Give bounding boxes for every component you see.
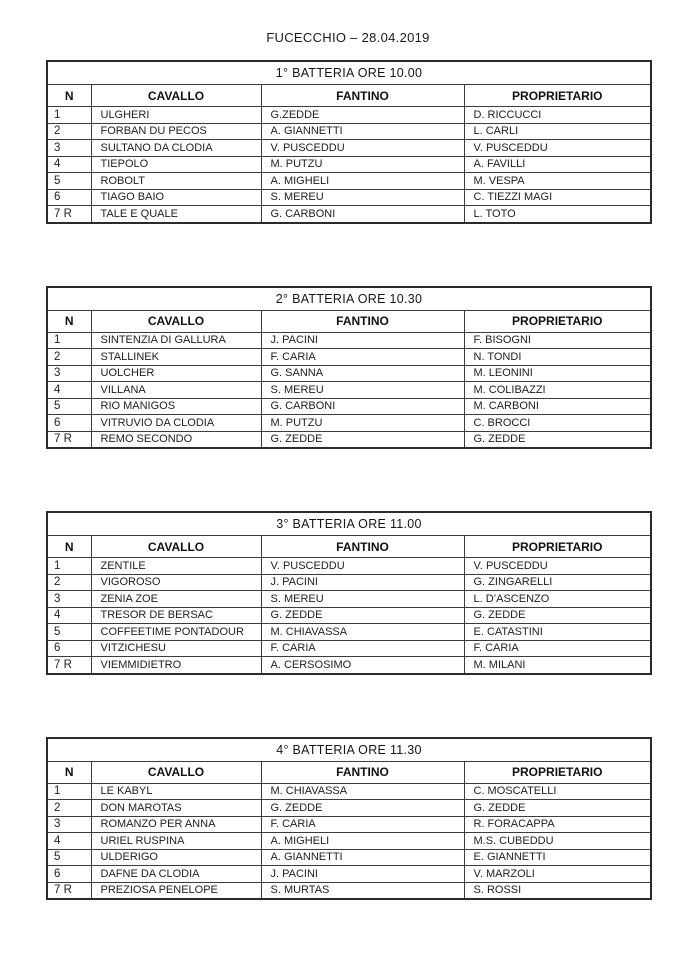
cell-cavallo: ULGHERI bbox=[91, 107, 261, 124]
cell-n: 4 bbox=[47, 607, 91, 624]
column-header: FANTINO bbox=[261, 310, 464, 332]
cell-cavallo: TALE E QUALE bbox=[91, 206, 261, 223]
table-row bbox=[47, 332, 651, 349]
cell-fantino: M. PUTZU bbox=[261, 415, 464, 432]
cell-proprietario: L. TOTO bbox=[464, 206, 651, 223]
cell-n: 6 bbox=[47, 866, 91, 883]
cell-fantino: V. PUSCEDDU bbox=[261, 140, 464, 157]
cell-fantino: S. MEREU bbox=[261, 591, 464, 608]
table-row bbox=[47, 349, 651, 366]
cell-proprietario: E. GIANNETTI bbox=[464, 849, 651, 866]
table-row bbox=[47, 624, 651, 641]
cell-cavallo: UOLCHER bbox=[91, 365, 261, 382]
cell-fantino: G. ZEDDE bbox=[261, 607, 464, 624]
page-title: FUCECCHIO – 28.04.2019 bbox=[266, 30, 430, 45]
cell-fantino: M. CHIAVASSA bbox=[261, 624, 464, 641]
cell-n: 2 bbox=[47, 123, 91, 140]
cell-fantino: A. MIGHELI bbox=[261, 833, 464, 850]
cell-n: 7 R bbox=[47, 431, 91, 448]
column-header: N bbox=[47, 761, 91, 783]
table-row bbox=[47, 173, 651, 190]
cell-proprietario: F. CARIA bbox=[464, 640, 651, 657]
column-header: PROPRIETARIO bbox=[464, 536, 651, 558]
table-row bbox=[47, 591, 651, 608]
column-header: FANTINO bbox=[261, 761, 464, 783]
cell-cavallo: VITZICHESU bbox=[91, 640, 261, 657]
cell-proprietario: V. PUSCEDDU bbox=[464, 558, 651, 575]
cell-n: 4 bbox=[47, 382, 91, 399]
cell-n: 2 bbox=[47, 574, 91, 591]
cell-proprietario: L. CARLI bbox=[464, 123, 651, 140]
cell-proprietario: S. ROSSI bbox=[464, 882, 651, 899]
cell-cavallo: DON MAROTAS bbox=[91, 800, 261, 817]
table-row bbox=[47, 189, 651, 206]
column-header: N bbox=[47, 85, 91, 107]
column-header: N bbox=[47, 310, 91, 332]
cell-n: 5 bbox=[47, 173, 91, 190]
table-row bbox=[47, 657, 651, 674]
cell-proprietario: M. LEONINI bbox=[464, 365, 651, 382]
cell-n: 4 bbox=[47, 833, 91, 850]
batteria-title: 2° BATTERIA ORE 10.30 bbox=[47, 287, 651, 311]
column-header-row bbox=[47, 85, 651, 107]
column-header: PROPRIETARIO bbox=[464, 85, 651, 107]
cell-cavallo: VIGOROSO bbox=[91, 574, 261, 591]
table-row bbox=[47, 849, 651, 866]
cell-n: 6 bbox=[47, 640, 91, 657]
cell-proprietario: E. CATASTINI bbox=[464, 624, 651, 641]
cell-proprietario: M. VESPA bbox=[464, 173, 651, 190]
cell-cavallo: REMO SECONDO bbox=[91, 431, 261, 448]
cell-fantino: F. CARIA bbox=[261, 640, 464, 657]
cell-n: 5 bbox=[47, 624, 91, 641]
cell-fantino: M. PUTZU bbox=[261, 156, 464, 173]
batteria-title: 3° BATTERIA ORE 11.00 bbox=[47, 512, 651, 536]
cell-fantino: G. CARBONI bbox=[261, 398, 464, 415]
cell-proprietario: C. BROCCI bbox=[464, 415, 651, 432]
column-header: PROPRIETARIO bbox=[464, 761, 651, 783]
column-header-row bbox=[47, 536, 651, 558]
column-header: CAVALLO bbox=[91, 310, 261, 332]
cell-fantino: J. PACINI bbox=[261, 574, 464, 591]
cell-n: 2 bbox=[47, 349, 91, 366]
cell-n: 7 R bbox=[47, 657, 91, 674]
cell-n: 5 bbox=[47, 849, 91, 866]
cell-n: 1 bbox=[47, 783, 91, 800]
cell-n: 6 bbox=[47, 415, 91, 432]
cell-proprietario: V. PUSCEDDU bbox=[464, 140, 651, 157]
batteria-tables bbox=[46, 60, 650, 900]
column-header: N bbox=[47, 536, 91, 558]
batteria-table bbox=[46, 511, 652, 675]
batteria-table bbox=[46, 737, 652, 901]
cell-n: 6 bbox=[47, 189, 91, 206]
cell-n: 3 bbox=[47, 140, 91, 157]
batteria-title-row bbox=[47, 738, 651, 762]
table-row bbox=[47, 107, 651, 124]
batteria-table bbox=[46, 60, 652, 224]
table-row bbox=[47, 882, 651, 899]
cell-n: 7 R bbox=[47, 882, 91, 899]
cell-fantino: J. PACINI bbox=[261, 332, 464, 349]
table-row bbox=[47, 816, 651, 833]
table-row bbox=[47, 206, 651, 223]
cell-proprietario: C. MOSCATELLI bbox=[464, 783, 651, 800]
cell-cavallo: LE KABYL bbox=[91, 783, 261, 800]
cell-cavallo: STALLINEK bbox=[91, 349, 261, 366]
table-row bbox=[47, 800, 651, 817]
cell-proprietario: N. TONDI bbox=[464, 349, 651, 366]
column-header: CAVALLO bbox=[91, 761, 261, 783]
cell-cavallo: DAFNE DA CLODIA bbox=[91, 866, 261, 883]
cell-proprietario: L. D’ASCENZO bbox=[464, 591, 651, 608]
cell-n: 5 bbox=[47, 398, 91, 415]
table-row bbox=[47, 365, 651, 382]
cell-fantino: A. CERSOSIMO bbox=[261, 657, 464, 674]
table-row bbox=[47, 382, 651, 399]
table-row bbox=[47, 156, 651, 173]
column-header: CAVALLO bbox=[91, 536, 261, 558]
batteria-title: 1° BATTERIA ORE 10.00 bbox=[47, 61, 651, 85]
cell-cavallo: ULDERIGO bbox=[91, 849, 261, 866]
cell-n: 3 bbox=[47, 816, 91, 833]
cell-cavallo: ROMANZO PER ANNA bbox=[91, 816, 261, 833]
table-row bbox=[47, 607, 651, 624]
cell-fantino: G. ZEDDE bbox=[261, 431, 464, 448]
cell-cavallo: VILLANA bbox=[91, 382, 261, 399]
cell-proprietario: M. MILANI bbox=[464, 657, 651, 674]
cell-fantino: A. GIANNETTI bbox=[261, 123, 464, 140]
cell-fantino: F. CARIA bbox=[261, 816, 464, 833]
table-row bbox=[47, 833, 651, 850]
cell-cavallo: FORBAN DU PECOS bbox=[91, 123, 261, 140]
cell-proprietario: M.S. CUBEDDU bbox=[464, 833, 651, 850]
cell-cavallo: ROBOLT bbox=[91, 173, 261, 190]
cell-proprietario: D. RICCUCCI bbox=[464, 107, 651, 124]
cell-cavallo: TIAGO BAIO bbox=[91, 189, 261, 206]
column-header: CAVALLO bbox=[91, 85, 261, 107]
batteria-table bbox=[46, 286, 652, 450]
batteria-title-row bbox=[47, 61, 651, 85]
cell-proprietario: R. FORACAPPA bbox=[464, 816, 651, 833]
cell-proprietario: G. ZINGARELLI bbox=[464, 574, 651, 591]
cell-cavallo: ZENIA ZOE bbox=[91, 591, 261, 608]
table-row bbox=[47, 123, 651, 140]
cell-fantino: V. PUSCEDDU bbox=[261, 558, 464, 575]
table-row bbox=[47, 574, 651, 591]
cell-n: 2 bbox=[47, 800, 91, 817]
cell-proprietario: C. TIEZZI MAGI bbox=[464, 189, 651, 206]
batteria-title-row bbox=[47, 512, 651, 536]
cell-proprietario: M. CARBONI bbox=[464, 398, 651, 415]
cell-proprietario: G. ZEDDE bbox=[464, 800, 651, 817]
cell-fantino: S. MEREU bbox=[261, 189, 464, 206]
cell-n: 4 bbox=[47, 156, 91, 173]
cell-n: 1 bbox=[47, 332, 91, 349]
cell-cavallo: SULTANO DA CLODIA bbox=[91, 140, 261, 157]
cell-fantino: G. SANNA bbox=[261, 365, 464, 382]
cell-fantino: F. CARIA bbox=[261, 349, 464, 366]
cell-proprietario: F. BISOGNI bbox=[464, 332, 651, 349]
column-header: FANTINO bbox=[261, 536, 464, 558]
cell-proprietario: M. COLIBAZZI bbox=[464, 382, 651, 399]
cell-proprietario: G. ZEDDE bbox=[464, 431, 651, 448]
cell-cavallo: URIEL RUSPINA bbox=[91, 833, 261, 850]
column-header-row bbox=[47, 310, 651, 332]
column-header: FANTINO bbox=[261, 85, 464, 107]
table-row bbox=[47, 640, 651, 657]
table-row bbox=[47, 558, 651, 575]
table-row bbox=[47, 415, 651, 432]
cell-fantino: G. ZEDDE bbox=[261, 800, 464, 817]
cell-cavallo: SINTENZIA DI GALLURA bbox=[91, 332, 261, 349]
cell-n: 7 R bbox=[47, 206, 91, 223]
table-row bbox=[47, 783, 651, 800]
cell-proprietario: A. FAVILLI bbox=[464, 156, 651, 173]
cell-cavallo: PREZIOSA PENELOPE bbox=[91, 882, 261, 899]
cell-fantino: J. PACINI bbox=[261, 866, 464, 883]
cell-proprietario: V. MARZOLI bbox=[464, 866, 651, 883]
cell-cavallo: TIEPOLO bbox=[91, 156, 261, 173]
column-header-row bbox=[47, 761, 651, 783]
cell-cavallo: ZENTILE bbox=[91, 558, 261, 575]
cell-n: 1 bbox=[47, 107, 91, 124]
cell-n: 1 bbox=[47, 558, 91, 575]
cell-fantino: A. GIANNETTI bbox=[261, 849, 464, 866]
cell-cavallo: RIO MANIGOS bbox=[91, 398, 261, 415]
table-row bbox=[47, 398, 651, 415]
cell-cavallo: VITRUVIO DA CLODIA bbox=[91, 415, 261, 432]
cell-cavallo: COFFEETIME PONTADOUR bbox=[91, 624, 261, 641]
cell-fantino: G.ZEDDE bbox=[261, 107, 464, 124]
cell-cavallo: TRESOR DE BERSAC bbox=[91, 607, 261, 624]
table-row bbox=[47, 866, 651, 883]
batteria-title-row bbox=[47, 287, 651, 311]
cell-fantino: M. CHIAVASSA bbox=[261, 783, 464, 800]
cell-cavallo: VIEMMIDIETRO bbox=[91, 657, 261, 674]
cell-n: 3 bbox=[47, 365, 91, 382]
cell-fantino: S. MURTAS bbox=[261, 882, 464, 899]
cell-proprietario: G. ZEDDE bbox=[464, 607, 651, 624]
batteria-title: 4° BATTERIA ORE 11.30 bbox=[47, 738, 651, 762]
cell-fantino: G. CARBONI bbox=[261, 206, 464, 223]
table-row bbox=[47, 431, 651, 448]
column-header: PROPRIETARIO bbox=[464, 310, 651, 332]
cell-fantino: S. MEREU bbox=[261, 382, 464, 399]
cell-fantino: A. MIGHELI bbox=[261, 173, 464, 190]
table-row bbox=[47, 140, 651, 157]
cell-n: 3 bbox=[47, 591, 91, 608]
